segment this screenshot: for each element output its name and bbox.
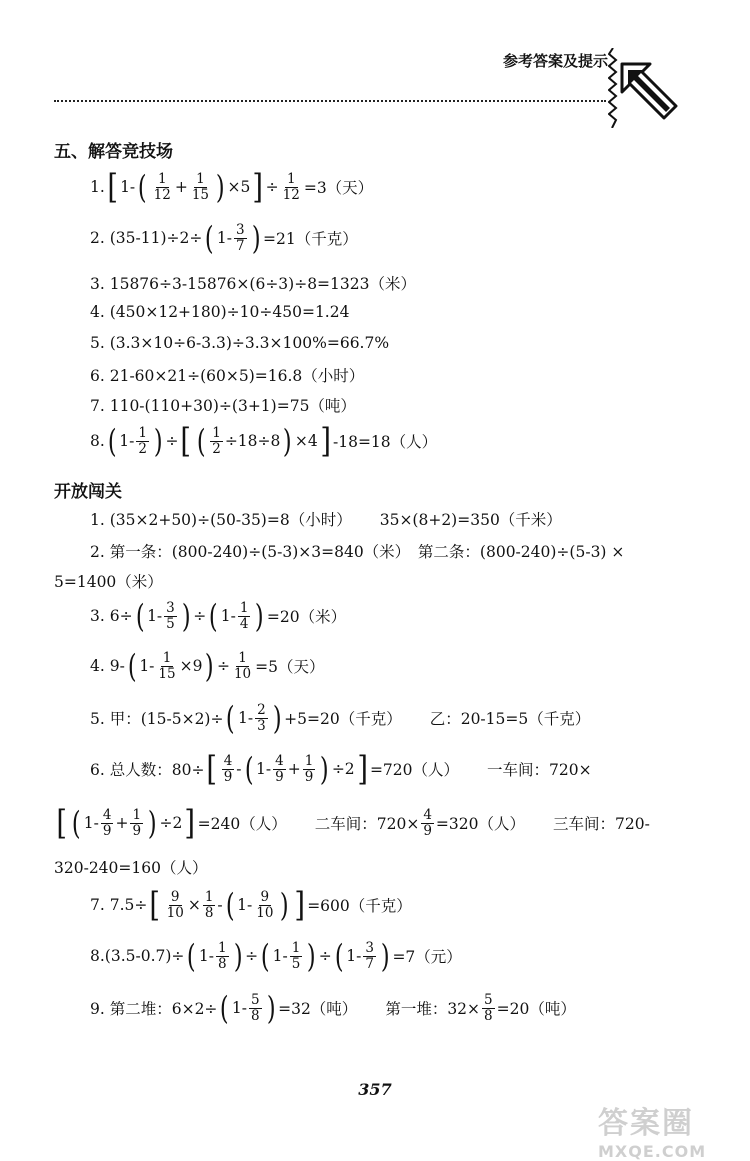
open-line-5: 5. 甲：(15-5×2)÷ ( 1- $\frac{2}{3}$ ) +5=20（千克） 乙：20-15=5（千克） — [90, 699, 591, 737]
open-line-2: 2. 第一条：(800-240)÷(5-3)×3=840（米） 第二条：(800-240)÷(5-3) × — [90, 543, 625, 561]
open-line-3: 3. 6÷ ( 1- $\frac{3}{5}$ ) ÷ ( 1- $\frac{1}{4}$ ) =20（米） — [90, 597, 347, 635]
header-title: 参考答案及提示 — [502, 52, 608, 70]
open-line-7: 7. 7.5÷ [ $\frac{9}{10}$ × $\frac{1}{8}$ - ( 1- $\frac{9}{10}$ ) ] =600（千克） — [90, 885, 412, 925]
answer-line-6: 6. 21-60×21÷(60×5)=16.8（小时） — [90, 367, 365, 385]
answer-line-3: 3. 15876÷3-15876×(6÷3)÷8=1323（米） — [90, 275, 416, 293]
answer-line-1: 1. [ 1- ( $\frac{1}{12}$ + $\frac{1}{15}$ ) ×5 ] ÷ $\frac{1}{12}$ =3（天） — [90, 167, 374, 207]
watermark-top: 答案圈 — [598, 1106, 694, 1141]
answer-line-8: 8. ( 1- $\frac{1}{2}$ ) ÷ [ ( $\frac{1}{2}$ ÷18÷8 ) ×4 ] -18=18（人） — [90, 421, 438, 461]
answer-line-5: 5. (3.3×10÷6-3.3)÷3.3×100%=66.7% — [90, 334, 390, 352]
open-line-2-cont: 5=1400（米） — [54, 573, 163, 591]
watermark-bottom: MXQE.COM — [598, 1142, 707, 1161]
open-line-4: 4. 9- ( 1- $\frac{1}{15}$ ×9 ) ÷ $\frac{1}{10}$ =5（天） — [90, 647, 325, 685]
header-divider — [54, 100, 606, 102]
section-title-answers: 五、解答竞技场 — [54, 142, 173, 162]
open-line-9: 9. 第二堆：6×2÷ ( 1- $\frac{5}{8}$ ) =32（吨） 第一堆：32× $\frac{5}{8}$ =20（吨） — [90, 989, 576, 1027]
answer-line-4: 4. (450×12+180)÷10÷450=1.24 — [90, 303, 350, 321]
open-line-6-end: 320-240=160（人） — [54, 859, 208, 877]
open-line-8: 8.(3.5-0.7)÷ ( 1- $\frac{1}{8}$ ) ÷ ( 1- $\frac{1}{5}$ ) ÷ ( 1- $\frac{3}{7}$ ) =7（元） — [90, 937, 462, 975]
section-title-open-challenge: 开放闯关 — [54, 482, 122, 502]
answer-line-2: 2. (35-11)÷2÷ ( 1- $\frac{3}{7}$ ) =21（千克） — [90, 219, 358, 257]
page-number: 357 — [358, 1080, 392, 1099]
zigzag-decoration — [608, 48, 618, 128]
open-line-6-cont: [ ( 1- $\frac{4}{9}$ + $\frac{1}{9}$ ) ÷2 ] =240（人） 二车间：720× $\frac{4}{9}$ =320（人） 三车间：720- — [56, 803, 650, 843]
arrow-up-left-icon — [618, 60, 680, 122]
answer-line-7: 7. 110-(110+30)÷(3+1)=75（吨） — [90, 397, 356, 415]
open-line-6: 6. 总人数：80÷ [ $\frac{4}{9}$ - ( 1- $\frac{4}{9}$ + $\frac{1}{9}$ ) ÷2 ] =720（人） 一车间：720× — [90, 749, 592, 789]
watermark-logo — [598, 1098, 748, 1161]
open-line-1: 1. (35×2+50)÷(50-35)=8（小时） 35×(8+2)=350（千米） — [90, 511, 562, 529]
